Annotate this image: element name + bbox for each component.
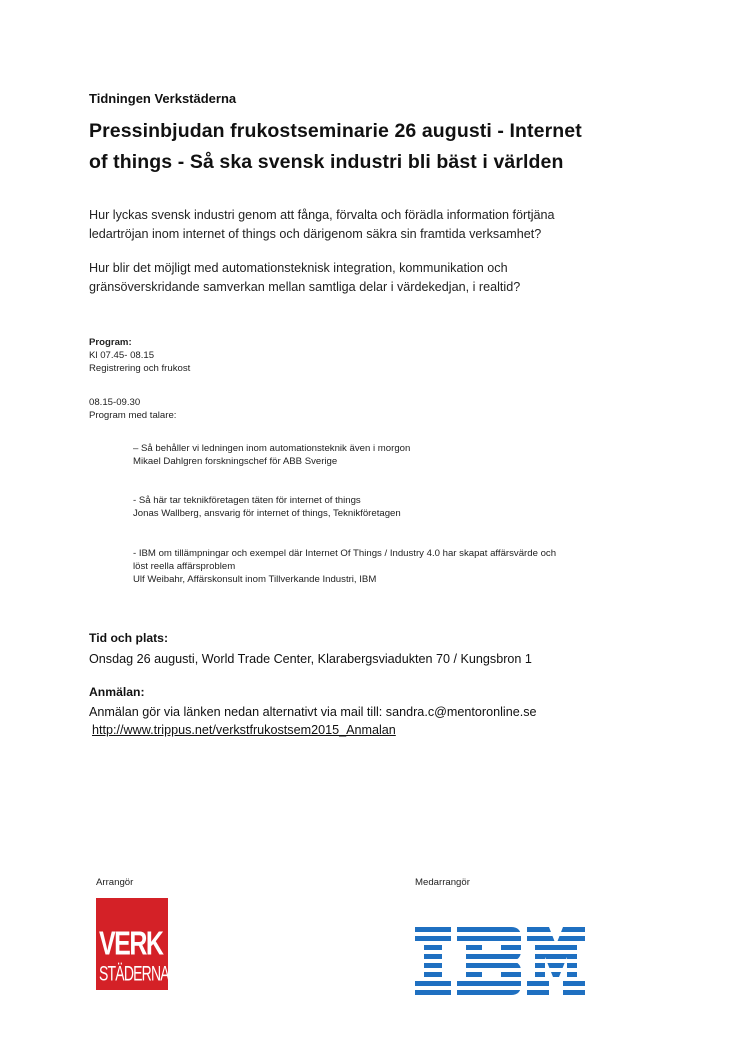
coorganizer-caption: Medarrangör <box>415 877 470 888</box>
talk-3-title-cont: löst reella affärsproblem <box>133 561 236 572</box>
slot-1-description: Registrering och frukost <box>89 363 191 374</box>
intro-p2-line-1: Hur blir det möjligt med automationsteknisk integration, kommunikation och <box>89 261 508 275</box>
verk-logo-top: VERK <box>99 925 163 963</box>
organizer-caption: Arrangör <box>96 877 134 888</box>
talk-1-speaker: Mikael Dahlgren forskningschef för ABB Sverige <box>133 456 338 467</box>
headline <box>89 116 669 178</box>
headline-line-1: Pressinbjudan frukostseminarie 26 augusti - Internet <box>89 120 582 142</box>
talk-3-speaker: Ulf Weibahr, Affärskonsult inom Tillverkande Industri, IBM <box>133 574 377 585</box>
intro-paragraph-1 <box>89 206 689 244</box>
slot-2-time: 08.15-09.30 <box>89 397 141 408</box>
registration-link[interactable]: http://www.trippus.net/verkstfrukostsem2015_Anmalan <box>92 723 396 737</box>
intro-p1-line-1: Hur lyckas svensk industri genom att fånga, förvalta och förädla information förtjäna <box>89 208 555 222</box>
slot-2-description: Program med talare: <box>89 410 177 421</box>
talk-1-title: – Så behåller vi ledningen inom automationsteknik även i morgon <box>133 443 411 454</box>
verk-logo-bottom: STÄDERNA <box>99 961 169 985</box>
talk-2 <box>133 494 693 520</box>
intro-paragraph-2 <box>89 259 689 297</box>
registration-text: Anmälan gör via länken nedan alternativt via mail till: sandra.c@mentoronline.se <box>89 705 537 719</box>
talk-3-title: - IBM om tillämpningar och exempel där Internet Of Things / Industry 4.0 har skapat affärsvärde och <box>133 548 557 559</box>
program-label: Program: <box>89 337 132 348</box>
intro-p1-line-2: ledartröjan inom internet of things och därigenom säkra sin framtida verksamhet? <box>89 227 542 241</box>
ibm-logo <box>415 927 585 997</box>
talk-1 <box>133 442 693 468</box>
venue-heading: Tid och plats: <box>89 631 168 645</box>
talk-2-title: - Så här tar teknikföretagen täten för internet of things <box>133 495 361 506</box>
program-slot-1 <box>89 349 190 375</box>
program-slot-2 <box>89 396 176 422</box>
verkstaderna-logo <box>96 898 168 990</box>
publisher-name: Tidningen Verkstäderna <box>89 91 237 106</box>
venue-text: Onsdag 26 augusti, World Trade Center, Klarabergsviadukten 70 / Kungsbron 1 <box>89 652 532 666</box>
headline-line-2: of things - Så ska svensk industri bli bäst i världen <box>89 151 564 173</box>
intro-p2-line-2: gränsöverskridande samverkan mellan samtliga delar i värdekedjan, i realtid? <box>89 280 521 294</box>
talk-3 <box>133 547 693 586</box>
slot-1-time: Kl 07.45- 08.15 <box>89 350 155 361</box>
talk-2-speaker: Jonas Wallberg, ansvarig för internet of things, Teknikföretagen <box>133 508 401 519</box>
registration-heading: Anmälan: <box>89 685 145 699</box>
